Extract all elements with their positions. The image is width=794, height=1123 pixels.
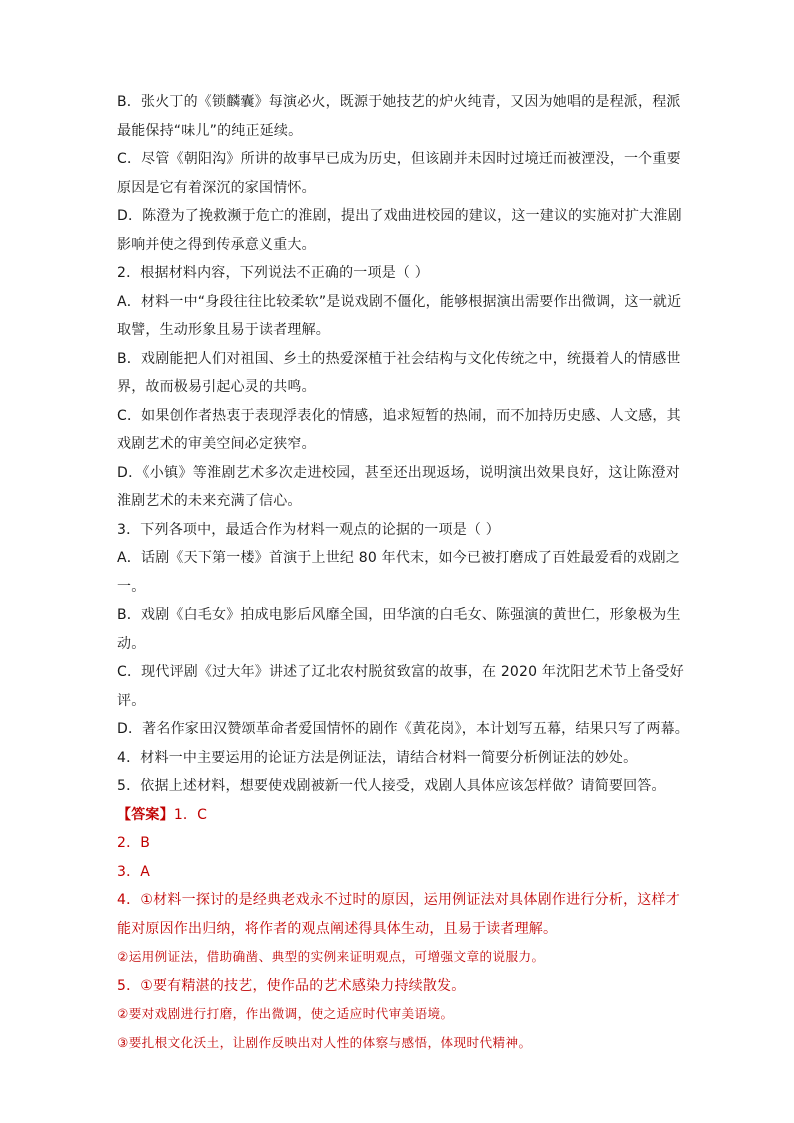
q2-option-d-line2: 淮剧艺术的未来充满了信心。 [117, 493, 302, 509]
q3-option-b-line1: B．戏剧《白毛女》拍成电影后风靡全国，田华演的白毛女、陈强演的黄世仁，形象极为生 [117, 607, 681, 623]
q3-option-c-line1: C．现代评剧《过大年》讲述了辽北农村脱贫致富的故事，在 2020 年沈阳艺术节上备受好 [117, 664, 684, 680]
q5-stem: 5．依据上述材料，想要使戏剧被新一代人接受，戏剧人具体应该怎样做？请简要回答。 [117, 778, 666, 794]
q2-option-b-line2: 界，故而极易引起心灵的共鸣。 [117, 379, 316, 395]
q2-option-d-line1: D．《小镇》等淮剧艺术多次走进校园，甚至还出现返场，说明演出效果良好，这让陈澄对 [117, 464, 680, 481]
q3-option-b-line2: 动。 [117, 635, 146, 652]
q3-option-c-line2: 评。 [117, 692, 146, 709]
answer-4-line2: 能对原因作出归纳，将作者的观点阐述得具体生动，且易于读者理解。 [117, 920, 558, 937]
answer-3: 3．A [117, 863, 151, 880]
q2-option-a-line2: 取譬，生动形象且易于读者理解。 [117, 322, 330, 338]
q2-option-c-line2: 戏剧艺术的审美空间必定狭窄。 [117, 436, 316, 452]
answer-5-line3: ③要扎根文化沃土，让剧作反映出对人性的体察与感悟，体现时代精神。 [117, 1034, 532, 1050]
answer-2: 2．B [117, 835, 151, 851]
q2-option-b-line1: B．戏剧能把人们对祖国、乡土的热爱深植于社会结构与文化传统之中，统摄着人的情感世 [117, 350, 681, 367]
q2-option-c-line1: C．如果创作者热衷于表现浮表化的情感，追求短暂的热闹，而不加持历史感、人文感，其 [117, 407, 681, 424]
answer-tag: 【答案】 [117, 806, 174, 823]
q1-option-b-line2: 最能保持“味儿”的纯正延续。 [117, 122, 303, 139]
answer-line-1 [117, 801, 680, 830]
q3-option-d-line1: D．著名作家田汉赞颂革命者爱国情怀的剧作《黄花岗》，本计划写五幕，结果只写了两幕。 [117, 721, 689, 737]
answer-4-line1: 4．①材料一探讨的是经典老戏永不过时的原因，运用例证法对具体剧作进行分析，这样才 [117, 892, 680, 908]
q1-option-c-line1: C．尽管《朝阳沟》所讲的故事早已成为历史，但该剧并未因时过境迁而被湮没，一个重要 [117, 151, 681, 167]
q1-option-c-line2: 原因是它有着深沉的家国情怀。 [117, 179, 316, 196]
q1-option-d-line2: 影响并使之得到传承意义重大。 [117, 236, 316, 253]
q3-option-a-line2: 一。 [117, 578, 146, 595]
answer-1: 1．C [173, 806, 208, 823]
q1-option-b-line1: B．张火丁的《锁麟囊》每演必火，既源于她技艺的炉火纯青，又因为她唱的是程派，程派 [117, 94, 681, 110]
answer-5-line2: ②要对戏剧进行打磨，作出微调，使之适应时代审美语境。 [117, 1006, 454, 1021]
answer-4-line3: ②运用例证法，借助确凿、典型的实例来证明观点，可增强文章的说服力。 [117, 949, 545, 964]
q2-option-a-line1: A．材料一中“身段往往比较柔软”是说戏剧不僵化，能够根据演出需要作出微调，这一就近 [117, 293, 682, 310]
document-page [117, 88, 689, 1057]
q2-stem: 2．根据材料内容，下列说法不正确的一项是（ ） [117, 265, 429, 281]
answer-5-line1: 5．①要有精湛的技艺，使作品的艺术感染力持续散发。 [117, 977, 466, 994]
q3-stem: 3．下列各项中，最适合作为材料一观点的论据的一项是（ ） [117, 521, 500, 538]
q3-option-a-line1: A．话剧《天下第一楼》首演于上世纪 80 年代末，如今已被打磨成了百姓最爱看的戏剧之 [117, 550, 680, 566]
q1-option-d-line1: D．陈澄为了挽救濒于危亡的淮剧，提出了戏曲进校园的建议，这一建议的实施对扩大淮剧 [117, 208, 682, 224]
q4-stem: 4．材料一中主要运用的论证方法是例证法，请结合材料一简要分析例证法的妙处。 [117, 749, 638, 766]
